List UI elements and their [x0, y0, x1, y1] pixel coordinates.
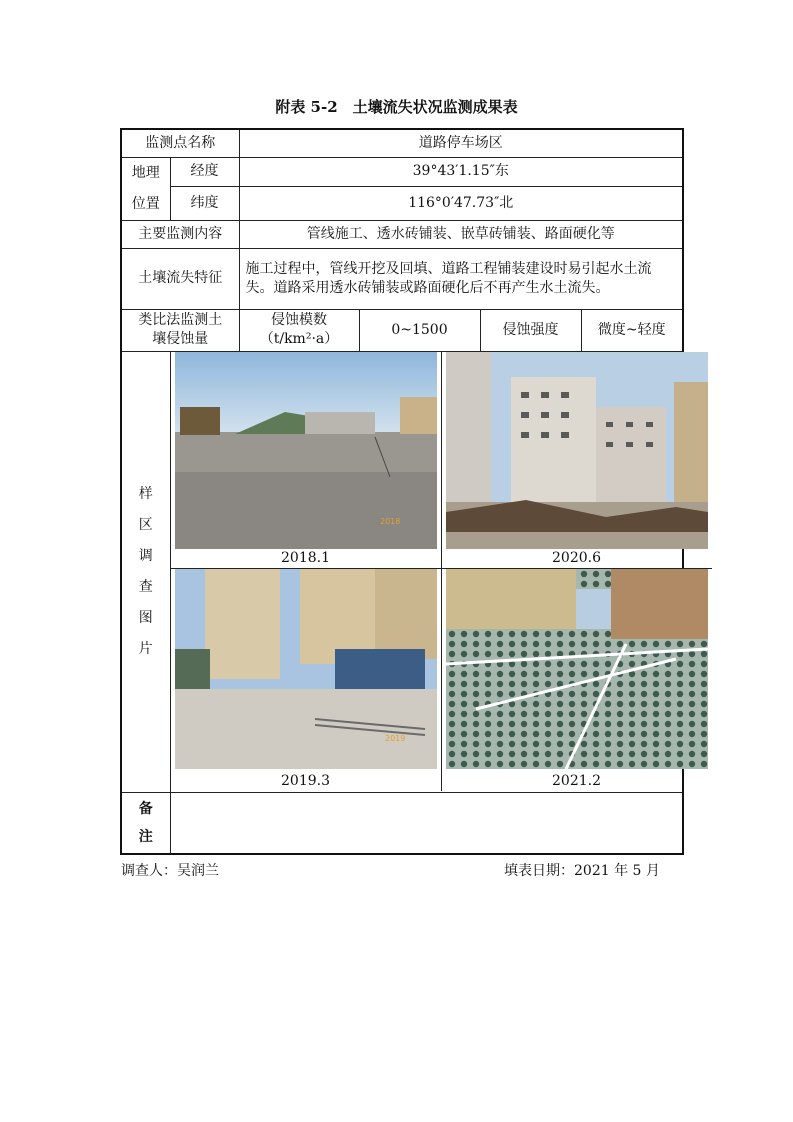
method-label-line1: 类比法监测土: [138, 312, 223, 328]
investigator: 调查人：吴润兰: [121, 863, 219, 879]
side-char: 查: [138, 578, 153, 595]
site-photo-gravel: [175, 352, 437, 549]
remarks-label-line1: 备: [138, 800, 153, 817]
name-label: 监测点名称: [121, 129, 239, 157]
remarks-label: [121, 792, 170, 854]
feature-value: 施工过程中，管线开挖及回填、道路工程铺装建设时易引起水土流失。道路采用透水砖铺装或路面硬化后不再产生水土流失。: [239, 248, 683, 309]
remarks-label-line2: 注: [138, 828, 153, 845]
side-char: 区: [138, 516, 153, 533]
photo-item: [171, 569, 442, 791]
photo-caption: 2019.3: [281, 773, 330, 789]
photo-grid: [171, 352, 712, 791]
photo-caption: 2020.6: [552, 550, 601, 566]
photo-caption: 2021.2: [552, 773, 601, 789]
modulus-label-line2: （t/km²·a）: [259, 331, 339, 347]
content-label: 主要监测内容: [121, 220, 239, 248]
modulus-value: 0~1500: [359, 309, 480, 351]
longitude-value: 39°43′1.15″东: [239, 157, 683, 186]
intensity-label: 侵蚀强度: [480, 309, 581, 351]
photo-item: [171, 352, 442, 569]
photo-item: [442, 352, 712, 569]
content-value: 管线施工、透水砖铺装、嵌草砖铺装、路面硬化等: [239, 220, 683, 248]
intensity-value: 微度~轻度: [581, 309, 683, 351]
photo-stamp: 2019: [384, 734, 405, 743]
photo-stamp: 2018: [379, 517, 400, 526]
photos-cell: [170, 351, 683, 792]
location-label-line1: 地理: [131, 164, 160, 181]
fill-date: 填表日期：2021 年 5 月: [504, 863, 660, 879]
feature-label: 土壤流失特征: [121, 248, 239, 309]
modulus-label: [239, 309, 359, 351]
photo-caption: 2018.1: [281, 550, 330, 566]
table-title: 附表 5-2 土壤流失状况监测成果表: [275, 98, 518, 116]
remarks-value: [170, 792, 683, 854]
latitude-label: 纬度: [170, 186, 239, 220]
location-label: [121, 157, 170, 220]
method-label-line2: 壤侵蚀量: [152, 331, 209, 347]
side-char: 样: [138, 485, 153, 502]
longitude-label: 经度: [170, 157, 239, 186]
monitoring-table: [120, 128, 684, 855]
side-char: 片: [138, 640, 153, 657]
site-photo-buildings: [446, 352, 708, 549]
photos-side-label: [121, 351, 170, 792]
side-char: 图: [138, 609, 153, 626]
modulus-label-line1: 侵蚀模数: [271, 312, 327, 328]
site-photo-construction: [175, 569, 437, 769]
site-photo-paving: [446, 569, 708, 769]
location-label-line2: 位置: [131, 195, 160, 212]
latitude-value: 116°0′47.73″北: [239, 186, 683, 220]
side-char: 调: [138, 547, 153, 564]
photo-item: [442, 569, 712, 791]
name-value: 道路停车场区: [239, 129, 683, 157]
method-label: [121, 309, 239, 351]
